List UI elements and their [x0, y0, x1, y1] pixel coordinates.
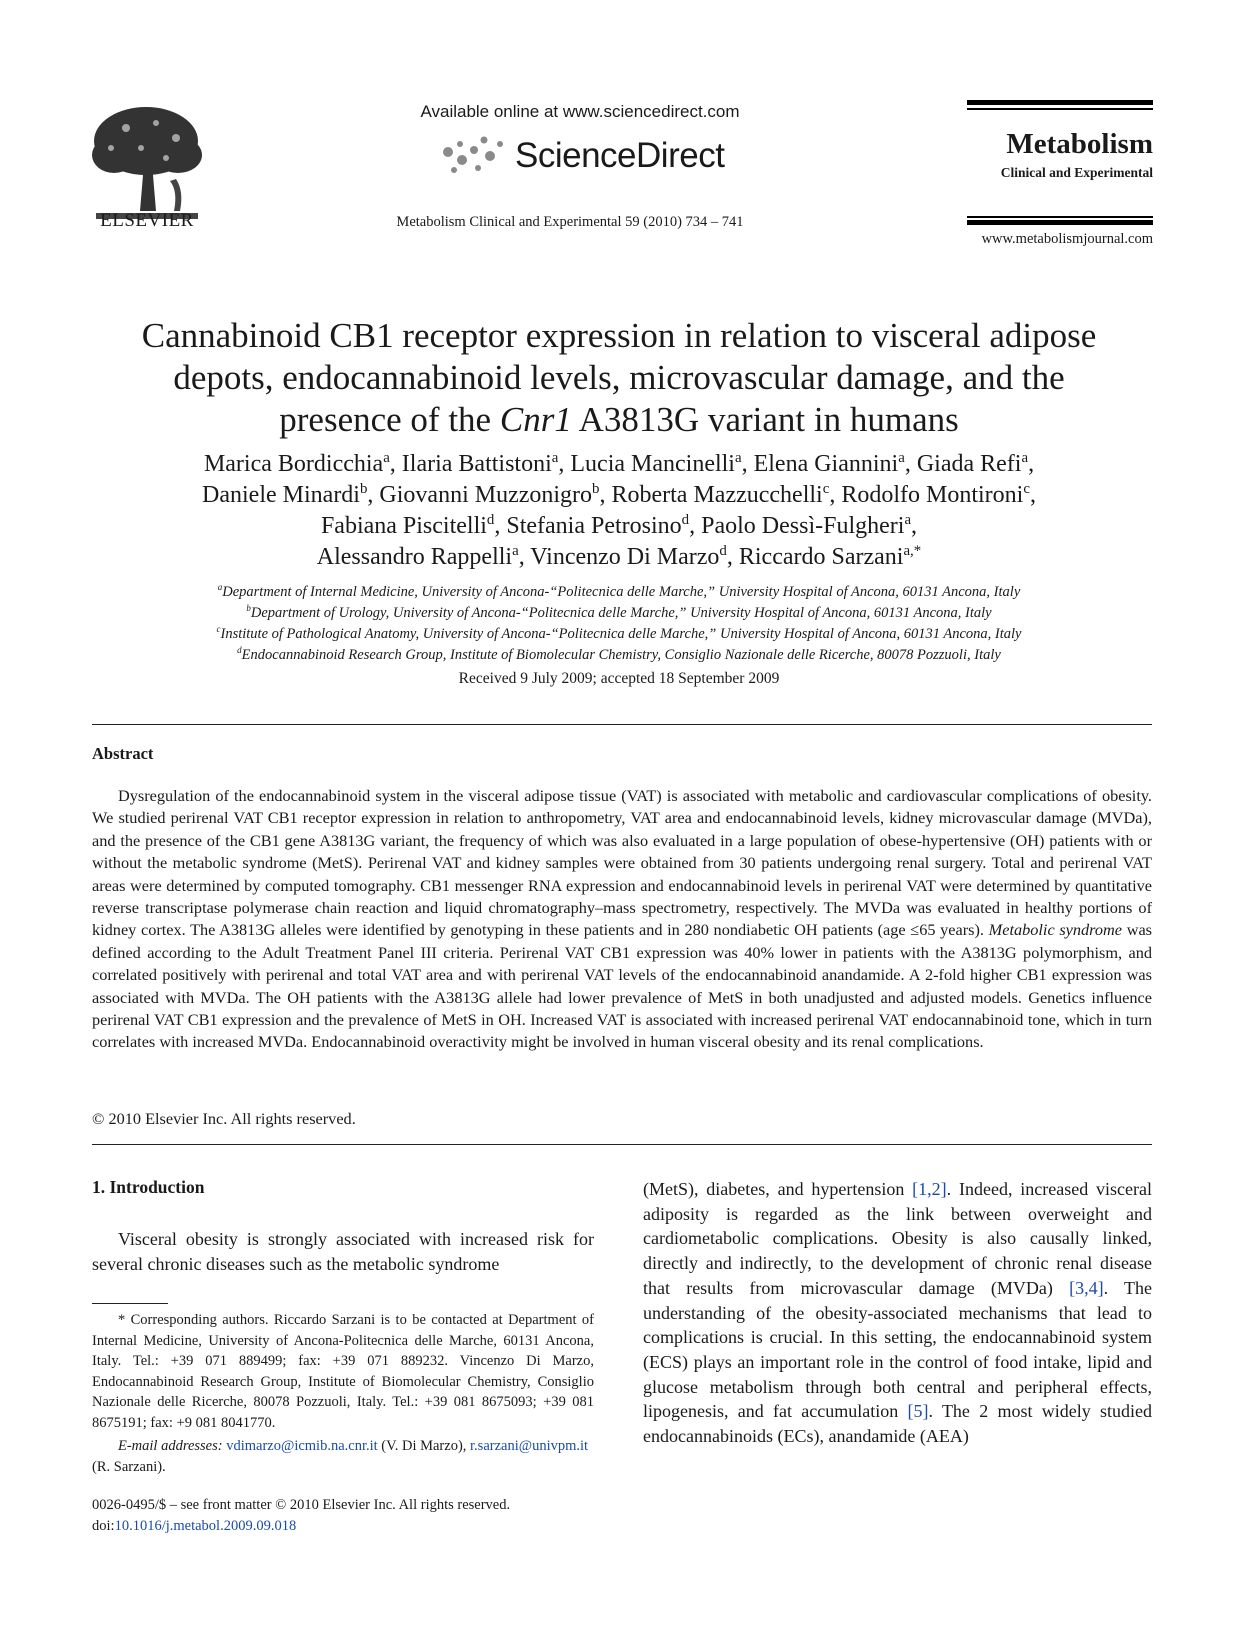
- article-title: [100, 315, 1138, 441]
- author-affiliation-mark: a: [512, 543, 519, 559]
- author-affiliation-mark: a: [898, 450, 905, 466]
- reference-link[interactable]: [3,4]: [1069, 1277, 1104, 1298]
- author-separator: ,: [494, 513, 507, 539]
- section-heading-introduction: 1. Introduction: [92, 1177, 205, 1197]
- journal-citation: Metabolism Clinical and Experimental 59 (2010) 734 – 741: [396, 214, 744, 230]
- author-name: Paolo Dessì-Fulgheri: [701, 513, 905, 539]
- journal-subtitle: Clinical and Experimental: [1000, 165, 1153, 180]
- author-name: Vincenzo Di Marzo: [530, 544, 720, 570]
- corresponding-author-footnote: * Corresponding authors. Riccardo Sarzani is to be contacted at Department of Internal Medicine, University of Ancona-Politecnica delle Marche, 60131 Ancona, Italy. Tel.: +39 071 889499; fax: +39 071 889232. Vincenzo Di Marzo, Endocannabinoid Research Group, Institute of Biomolecular Chemistry, Consiglio Nazionale delle Ricerche, 80078 Pozzuoli, Italy. Tel.: +39 081 8675093; +39 081 8675191; fax: +9 081 8041770.: [92, 1312, 594, 1431]
- author-affiliation-mark: b: [592, 481, 600, 497]
- doi-link[interactable]: 10.1016/j.metabol.2009.09.018: [114, 1517, 297, 1534]
- author-affiliation-mark: a: [383, 450, 390, 466]
- elsevier-tree-logo: [86, 98, 208, 228]
- author-separator: ,: [599, 482, 612, 508]
- abstract-text: [92, 785, 1152, 1054]
- author-list: [100, 449, 1138, 573]
- journal-name: Metabolism: [1006, 128, 1153, 160]
- author-affiliation-mark: d: [681, 512, 690, 528]
- affiliation-text: Endocannabinoid Research Group, Institute of Biomolecular Chemistry, Consiglio Nazionale delle Ricerche, 80078 Pozzuoli, Italy: [241, 647, 1001, 663]
- author-separator: ,: [518, 544, 531, 570]
- abstract-italic-term: Metabolic syndrome: [988, 920, 1123, 940]
- author-name: Marica Bordicchia: [203, 451, 384, 477]
- copyright-notice: © 2010 Elsevier Inc. All rights reserved.: [92, 1109, 356, 1128]
- abstract-segment: was defined according to the Adult Treatment Panel III criteria. Perirenal VAT CB1 expression was 40% lower in patients with the A3813G polymorphism, and correlated positively with perirenal and total VAT area and with perirenal VAT levels of the endocannabinoid anandamide. A 2-fold higher CB1 expression was associated with MVDa. The OH patients with the A3813G allele had lower prevalence of MetS in both unadjusted and adjusted models. Genetics influence perirenal VAT CB1 expression and the prevalence of MetS in OH. Increased VAT is associated with increased perirenal VAT endocannabinoid tone, which in turn correlates with increased MVDa. Endocannabinoid overactivity might be involved in human visceral obesity and its renal complications.: [92, 920, 1153, 1052]
- author-name: Fabiana Piscitelli: [320, 513, 487, 539]
- author-affiliation-mark: a,*: [903, 543, 922, 559]
- author-name: Ilaria Battistoni: [401, 451, 552, 477]
- author-name: Daniele Minardi: [202, 482, 360, 508]
- abstract-segment: Dysregulation of the endocannabinoid system in the visceral adipose tissue (VAT) is associated with metabolic and cardiovascular complications of obesity. We studied perirenal VAT CB1 receptor expression in relation to anthropometry, VAT area and endocannabinoid levels, kidney microvascular damage (MVDa), and the presence of the CB1 gene A3813G variant, the frequency of which was also evaluated in a large population of obese-hypertensive (OH) patients with or without the metabolic syndrome (MetS). Perirenal VAT and kidney samples were obtained from 30 patients undergoing renal surgery. Total and perirenal VAT areas were determined by computed tomography. CB1 messenger RNA expression and endocannabinoid levels in perirenal VAT were determined by quantitative reverse transcriptase polymerase chain reaction and liquid chromatography–mass spectrometry, respectively. The MVDa was evaluated in healthy portions of kidney cortex. The A3813G alleles were identified by genotyping in these patients and in 280 nondiabetic OH patients (age ≤65 years).: [92, 786, 1152, 940]
- body-text: . The 2 most widely studied endocannabinoids (ECs), anandamide (AEA): [643, 1401, 1152, 1447]
- title-line: Cannabinoid CB1 receptor expression in relation to visceral adipose: [141, 316, 1097, 355]
- author-name: Giada Refi: [916, 451, 1022, 477]
- author-name: Rodolfo Montironi: [841, 482, 1024, 508]
- email-label: E-mail addresses:: [118, 1438, 223, 1454]
- affiliation-text: Department of Urology, University of Ancona-“Politecnica delle Marche,” University Hospital of Ancona, 60131 Ancona, Italy: [250, 605, 992, 621]
- author-separator: ,: [726, 544, 739, 570]
- doi-label: doi:: [92, 1517, 115, 1534]
- author-affiliation-mark: a: [734, 450, 742, 466]
- publisher-name: ELSEVIER: [100, 210, 194, 231]
- author-name: Lucia Mancinelli: [570, 451, 735, 477]
- author-affiliation-mark: d: [719, 543, 727, 559]
- abstract-rule: [92, 724, 1152, 725]
- body-text: . Indeed, increased visceral adiposity is regarded as the link between overweight and cardiometabolic complications. Obesity is also causally linked, directly and indirectly, to the development of chronic renal disease that results from microvascular damage (MVDa): [643, 1179, 1152, 1298]
- header-rule: [967, 108, 1153, 110]
- author-name: Roberta Mazzucchelli: [611, 482, 823, 508]
- email-addresses: [92, 1436, 594, 1477]
- affiliation-mark: d: [237, 645, 242, 656]
- gene-name: Cnr1: [499, 400, 572, 439]
- email-link[interactable]: r.sarzani@univpm.it: [470, 1438, 589, 1454]
- received-dates: Received 9 July 2009; accepted 18 September 2009: [458, 670, 780, 687]
- author-affiliation-mark: a: [551, 450, 559, 466]
- author-name: Elena Giannini: [753, 451, 899, 477]
- author-separator: ,: [741, 451, 754, 477]
- reference-link[interactable]: [5]: [907, 1401, 929, 1422]
- affiliation-mark: a: [217, 582, 223, 593]
- author-affiliation-mark: d: [486, 512, 495, 528]
- author-name: Giovanni Muzzonigro: [379, 482, 593, 508]
- email-owner: (V. Di Marzo),: [377, 1438, 467, 1454]
- header-rule: [967, 220, 1153, 225]
- affiliation-mark: c: [216, 624, 221, 635]
- abstract-heading: Abstract: [92, 744, 154, 763]
- email-link[interactable]: vdimarzo@icmib.na.cnr.it: [226, 1438, 378, 1454]
- reference-link[interactable]: [1,2]: [912, 1179, 947, 1199]
- author-separator: ,: [367, 482, 380, 508]
- affiliation-text: Department of Internal Medicine, University of Ancona-“Politecnica delle Marche,” University Hospital of Ancona, 60131 Ancona, Italy: [222, 584, 1021, 600]
- email-owner: (R. Sarzani).: [92, 1458, 166, 1475]
- front-matter: [92, 1495, 594, 1536]
- author-name: Riccardo Sarzani: [738, 544, 904, 570]
- author-separator: ,: [829, 482, 842, 508]
- author-name: Stefania Petrosino: [506, 513, 682, 539]
- affiliation-mark: b: [246, 603, 251, 614]
- intro-paragraph-left: Visceral obesity is strongly associated with increased risk for several chronic diseases such as the metabolic syndrome: [92, 1229, 594, 1274]
- author-affiliation-mark: c: [822, 481, 830, 497]
- author-separator: ,: [558, 451, 571, 477]
- author-name: Alessandro Rappelli: [316, 544, 513, 570]
- author-affiliation-mark: a: [1021, 450, 1029, 466]
- front-matter-text: 0026-0495/$ – see front matter © 2010 Elsevier Inc. All rights reserved.: [92, 1497, 511, 1513]
- title-line: depots, endocannabinoid levels, microvascular damage, and the: [173, 358, 1065, 397]
- abstract-rule: [92, 1144, 1152, 1145]
- journal-url-link[interactable]: www.metabolismjournal.com: [981, 231, 1153, 247]
- author-separator: ,: [689, 513, 702, 539]
- author-separator: ,: [911, 513, 918, 539]
- author-affiliation-mark: c: [1023, 481, 1030, 497]
- affiliation-text: Institute of Pathological Anatomy, University of Ancona-“Politecnica delle Marche,” University Hospital of Ancona, 60131 Ancona, Italy: [220, 626, 1022, 642]
- body-text: (MetS), diabetes, and hypertension: [643, 1179, 913, 1199]
- header-rule: [967, 100, 1153, 105]
- title-line: A3813G variant in humans: [571, 400, 959, 439]
- sciencedirect-wordmark: ScienceDirect: [515, 136, 725, 175]
- body-text: . The understanding of the obesity-associated mechanisms that lead to complications is crucial. In this setting, the endocannabinoid system (ECS) plays an important role in the control of food intake, lipid and glucose metabolism through both central and peripheral effects, lipogenesis, and fat accumulation: [643, 1277, 1152, 1422]
- affiliation-list: [90, 582, 1148, 666]
- author-separator: ,: [1029, 482, 1036, 508]
- footnote-rule: [92, 1303, 168, 1304]
- header-rule: [967, 216, 1153, 218]
- author-affiliation-mark: a: [904, 512, 912, 528]
- intro-paragraph-right: [643, 1177, 1152, 1449]
- author-separator: ,: [904, 451, 917, 477]
- author-separator: ,: [389, 451, 402, 477]
- available-online-text[interactable]: Available online at www.sciencedirect.com: [420, 102, 740, 121]
- author-affiliation-mark: b: [359, 481, 368, 497]
- author-separator: ,: [1028, 451, 1035, 477]
- title-line: presence of the: [279, 400, 500, 439]
